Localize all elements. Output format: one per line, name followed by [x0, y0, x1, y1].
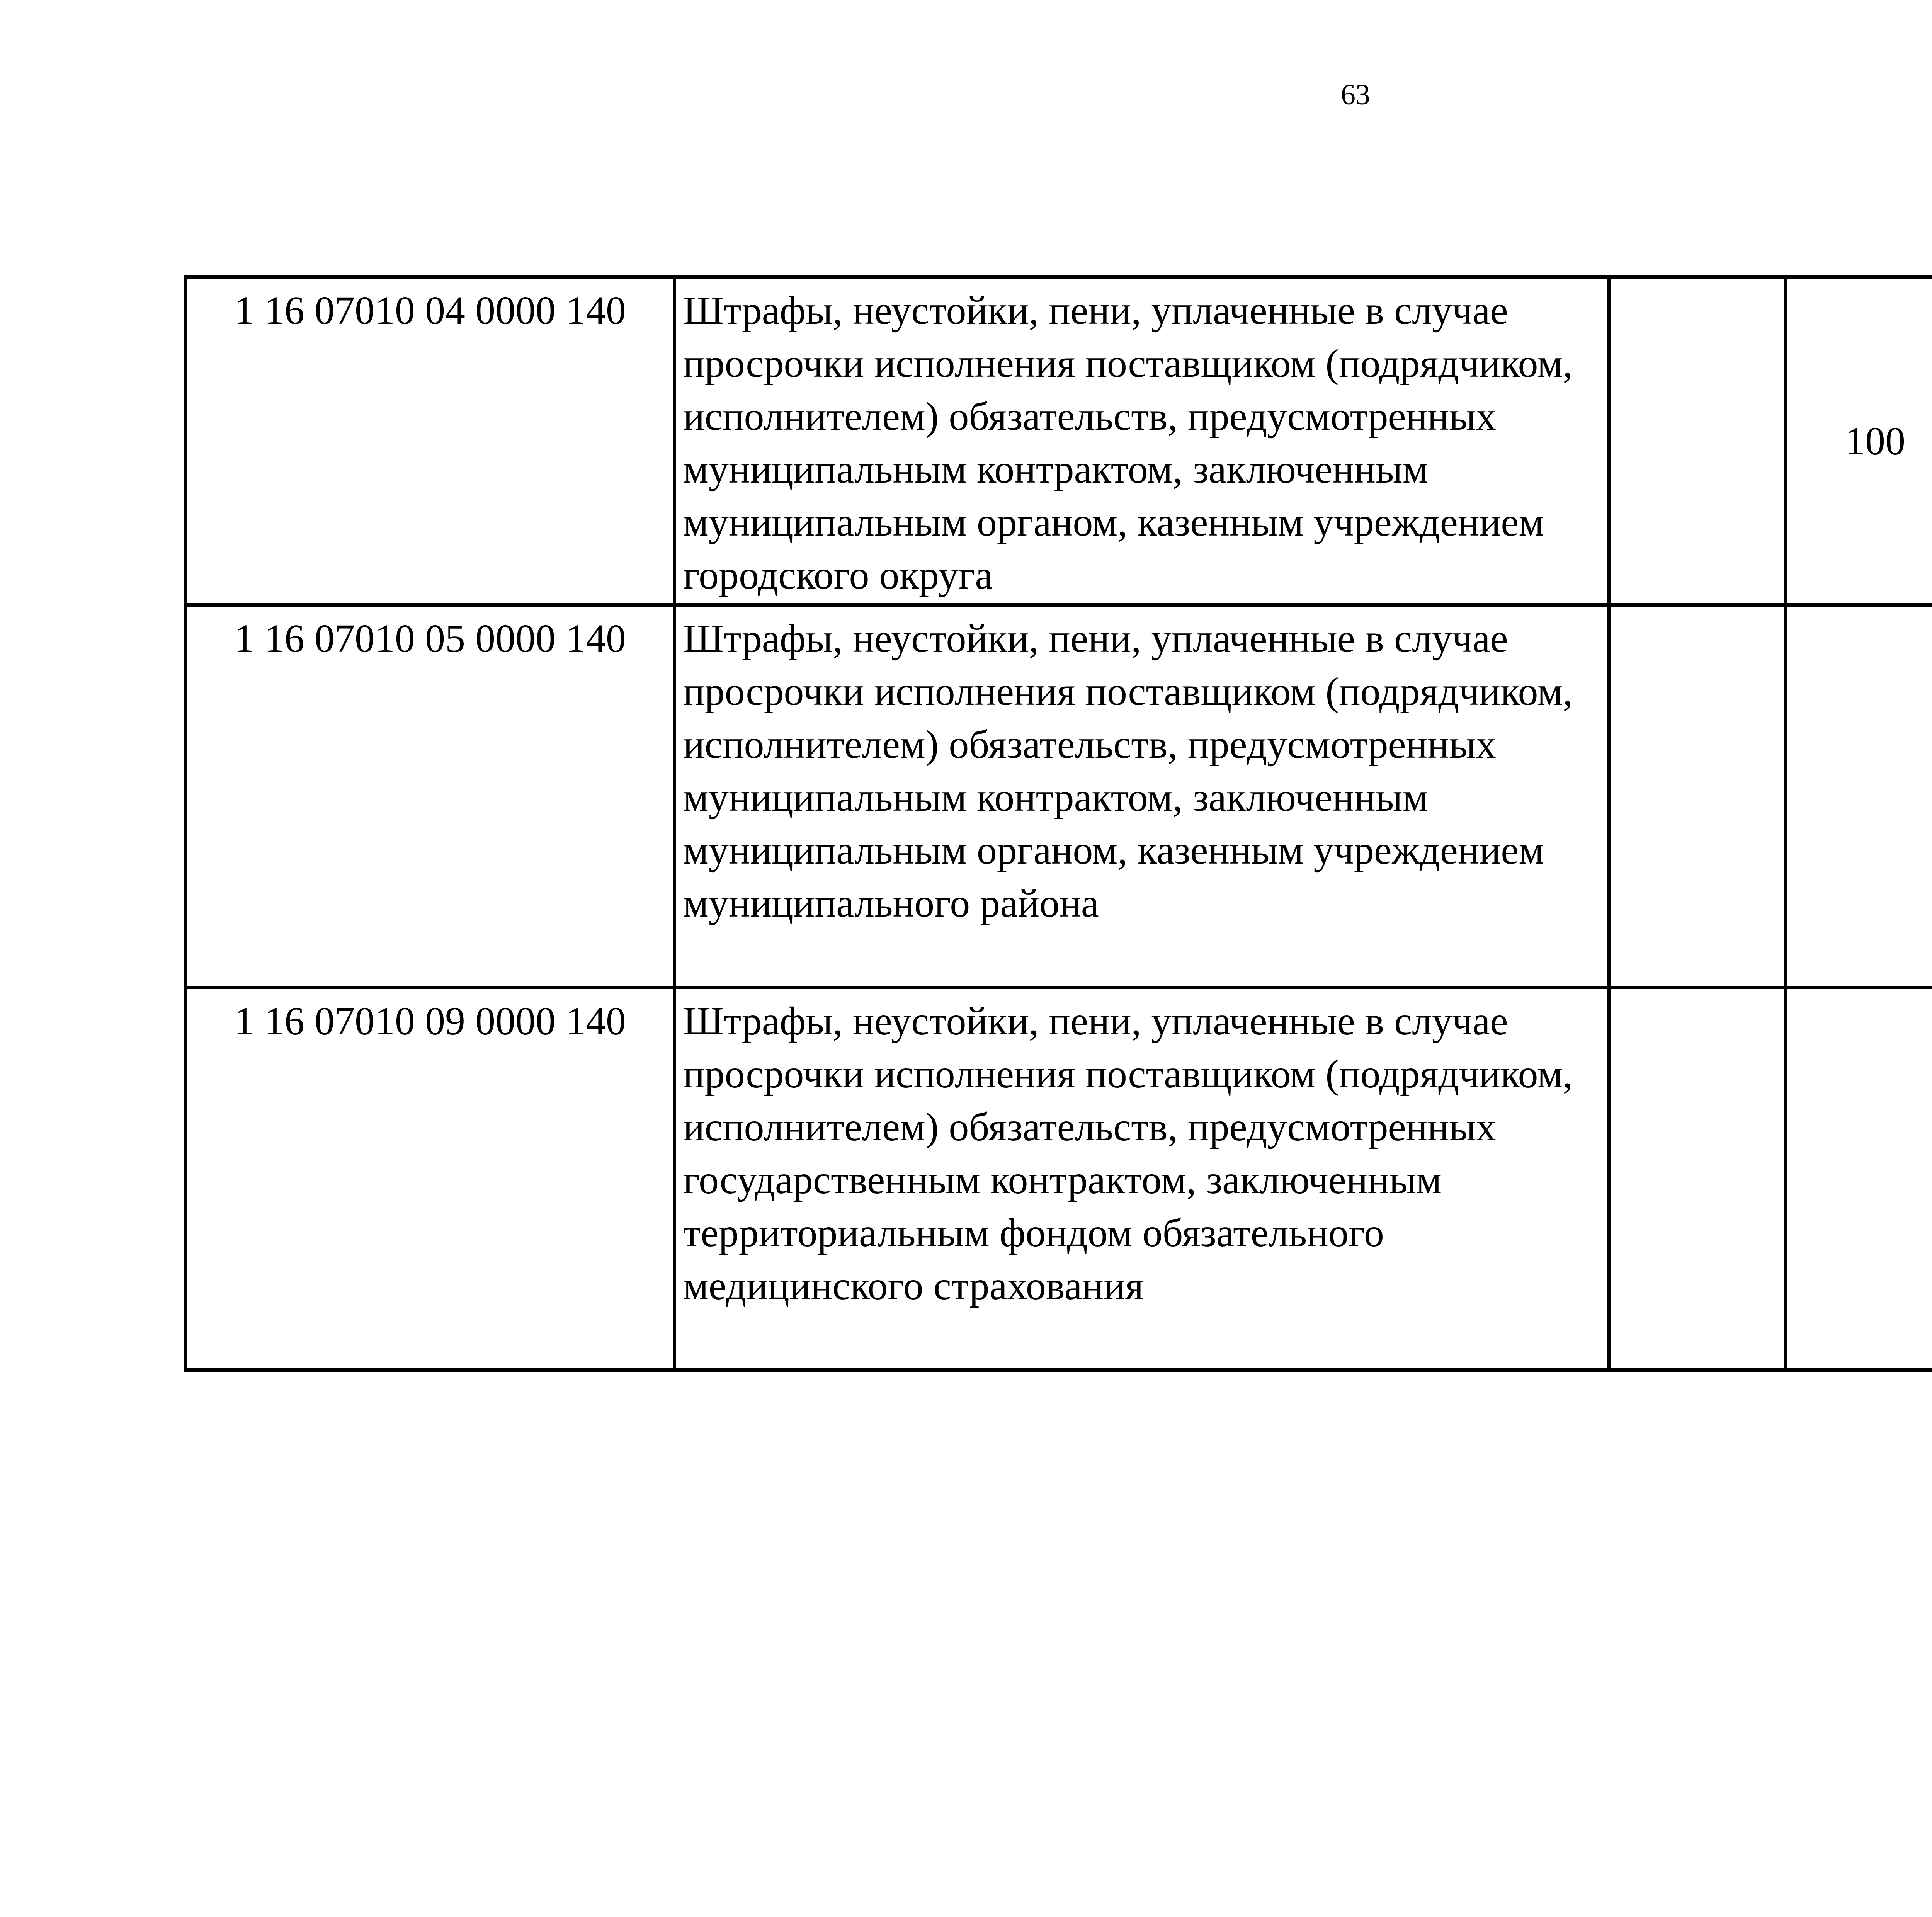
table-row [186, 277, 1932, 605]
value-cell [1786, 605, 1932, 988]
budget-code-cell: 1 16 07010 04 0000 140 [186, 277, 675, 605]
table-row [186, 988, 1932, 1370]
page-number: 63 [1341, 78, 1370, 111]
value-cell [1786, 988, 1932, 1370]
budget-code-cell: 1 16 07010 09 0000 140 [186, 988, 675, 1370]
revenue-distribution-table [184, 275, 1932, 1372]
description-cell: Штрафы, неустойки, пени, уплаченные в случае просрочки исполнения поставщиком (подрядчиком, исполнителем) обязательств, предусмотренных муниципальным контрактом, заключенным муниципальным органом, казенным учреждением муниципального района [675, 605, 1609, 988]
value-cell: 100 [1786, 277, 1932, 605]
value-cell [1609, 988, 1786, 1370]
description-cell: Штрафы, неустойки, пени, уплаченные в случае просрочки исполнения поставщиком (подрядчиком, исполнителем) обязательств, предусмотренных муниципальным контрактом, заключенным муниципальным органом, казенным учреждением городского округа [675, 277, 1609, 605]
value-cell [1609, 605, 1786, 988]
value-cell [1609, 277, 1786, 605]
budget-code-cell: 1 16 07010 05 0000 140 [186, 605, 675, 988]
table-row [186, 605, 1932, 988]
description-cell: Штрафы, неустойки, пени, уплаченные в случае просрочки исполнения поставщиком (подрядчиком, исполнителем) обязательств, предусмотренных государственным контрактом, заключенным территориальным фондом обязательного медицинского страхования [675, 988, 1609, 1370]
